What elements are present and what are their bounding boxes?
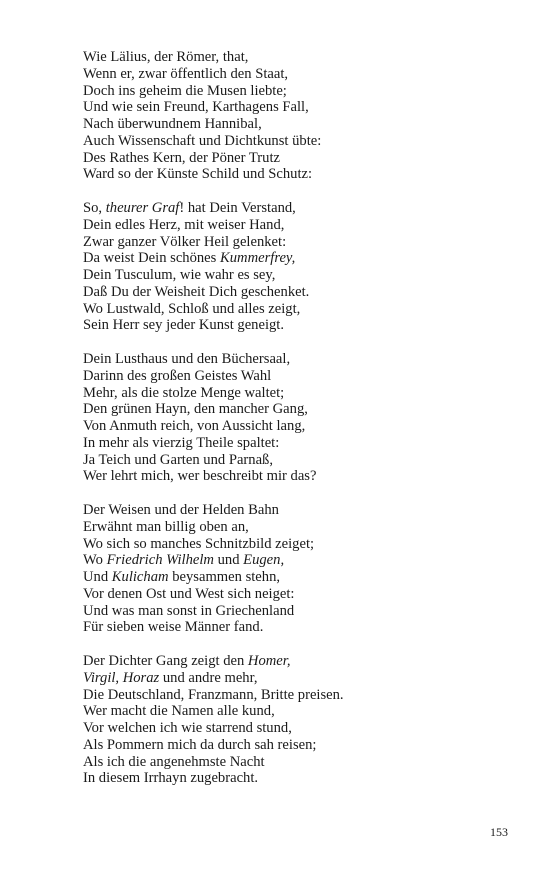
line-text: Und wie sein Freund, Karthagens Fall, — [83, 99, 309, 116]
poem-line — [83, 703, 503, 720]
poem-line — [83, 670, 503, 687]
poem-line — [83, 234, 503, 251]
poem-line — [83, 83, 503, 100]
poem-line — [83, 418, 503, 435]
poem-line — [83, 267, 503, 284]
poem-line — [83, 401, 503, 418]
line-text: Mehr, als die stolze Menge waltet; — [83, 384, 285, 401]
stanza — [83, 200, 503, 334]
stanza — [83, 351, 503, 485]
line-text: In mehr als vierzig Theile spaltet: — [83, 434, 280, 451]
poem-line — [83, 502, 503, 519]
line-text: Der Dichter Gang zeigt den — [83, 653, 248, 669]
line-text: Als Pommern mich da durch sah reisen; — [83, 736, 317, 753]
poem-line — [83, 150, 503, 167]
stanza — [83, 502, 503, 636]
line-text: Wenn er, zwar öffentlich den Staat, — [83, 65, 289, 82]
line-text: Wie Lälius, der Römer, that, — [83, 49, 249, 65]
poem-line — [83, 452, 503, 469]
italic-text: Kummerfrey, — [220, 250, 296, 267]
poem-line — [83, 116, 503, 133]
line-text: Nach überwundnem Hannibal, — [83, 116, 262, 132]
poem-line — [83, 569, 503, 586]
italic-text: Virgil, Horaz — [83, 669, 160, 686]
line-text: Wo Lustwald, Schloß und alles zeigt, — [83, 300, 301, 317]
line-text: Wo — [83, 552, 107, 569]
line-text: Sein Herr sey jeder Kunst geneigt. — [83, 317, 285, 334]
poem-line — [83, 720, 503, 737]
poem-line — [83, 250, 503, 267]
line-text: Da weist Dein schönes — [83, 250, 220, 267]
poem-line — [83, 687, 503, 704]
poem-line — [83, 754, 503, 771]
line-text: Als ich die angenehmste Nacht — [83, 753, 265, 770]
line-text: Wer lehrt mich, wer beschreibt mir das? — [83, 468, 317, 485]
poem-line — [83, 536, 503, 553]
line-text: und — [213, 552, 244, 569]
poem-line — [83, 653, 503, 670]
line-text: Des Rathes Kern, der Pöner Trutz — [83, 149, 280, 166]
italic-text: theurer Graf — [105, 200, 180, 216]
poem-line — [83, 317, 503, 334]
poem-line — [83, 351, 503, 368]
line-text: Daß Du der Weisheit Dich geschenket. — [83, 283, 310, 300]
line-text: Auch Wissenschaft und Dichtkunst übte: — [83, 132, 322, 149]
poem-line — [83, 603, 503, 620]
poem-line — [83, 468, 503, 485]
poem-line — [83, 99, 503, 116]
italic-text: Kulicham — [111, 569, 169, 585]
poem-line — [83, 49, 503, 66]
poem-line — [83, 385, 503, 402]
line-text: Ja Teich und Garten und Parnaß, — [83, 451, 273, 468]
poem-line — [83, 301, 503, 318]
line-text: Wer macht die Namen alle kund, — [83, 703, 275, 720]
poem-body — [83, 49, 503, 804]
line-text: So, — [83, 200, 106, 216]
line-text: Der Weisen und der Helden Bahn — [83, 502, 279, 518]
italic-text: Eugen, — [243, 552, 285, 569]
italic-text: Friedrich Wilhelm — [106, 552, 214, 569]
poem-line — [83, 619, 503, 636]
line-text: Von Anmuth reich, von Aussicht lang, — [83, 418, 306, 434]
line-text: Vor welchen ich wie starrend stund, — [83, 720, 292, 736]
line-text: Erwähnt man billig oben an, — [83, 518, 249, 535]
poem-line — [83, 284, 503, 301]
line-text: Und — [83, 569, 112, 585]
line-text: Vor denen Ost und West sich neiget: — [83, 585, 295, 602]
poem-line — [83, 586, 503, 603]
poem-line — [83, 435, 503, 452]
poem-line — [83, 217, 503, 234]
poem-line — [83, 66, 503, 83]
line-text: Den grünen Hayn, den mancher Gang, — [83, 401, 308, 418]
line-text: ! hat Dein Verstand, — [179, 200, 296, 216]
stanza — [83, 49, 503, 183]
line-text: Dein edles Herz, mit weiser Hand, — [83, 216, 285, 233]
line-text: Dein Lusthaus und den Büchersaal, — [83, 351, 291, 367]
stanza — [83, 653, 503, 787]
line-text: Ward so der Künste Schild und Schutz: — [83, 166, 313, 183]
poem-line — [83, 166, 503, 183]
italic-text: Homer, — [247, 653, 291, 669]
line-text: Für sieben weise Männer fand. — [83, 619, 264, 636]
line-text: Die Deutschland, Franzmann, Britte preisen. — [83, 686, 344, 703]
line-text: Wo sich so manches Schnitzbild zeiget; — [83, 535, 315, 552]
poem-line — [83, 133, 503, 150]
poem-line — [83, 200, 503, 217]
poem-line — [83, 368, 503, 385]
poem-line — [83, 737, 503, 754]
line-text: Doch ins geheim die Musen liebte; — [83, 82, 287, 99]
line-text: Dein Tusculum, wie wahr es sey, — [83, 267, 276, 283]
page-number: 153 — [490, 825, 508, 839]
line-text: und andre mehr, — [159, 669, 258, 686]
line-text: Darinn des großen Geistes Wahl — [83, 367, 272, 384]
line-text: Und was man sonst in Griechenland — [83, 602, 295, 619]
poem-line — [83, 770, 503, 787]
line-text: beysammen stehn, — [168, 569, 281, 585]
line-text: Zwar ganzer Völker Heil gelenket: — [83, 233, 287, 250]
poem-line — [83, 519, 503, 536]
poem-line — [83, 552, 503, 569]
line-text: In diesem Irrhayn zugebracht. — [83, 770, 259, 787]
